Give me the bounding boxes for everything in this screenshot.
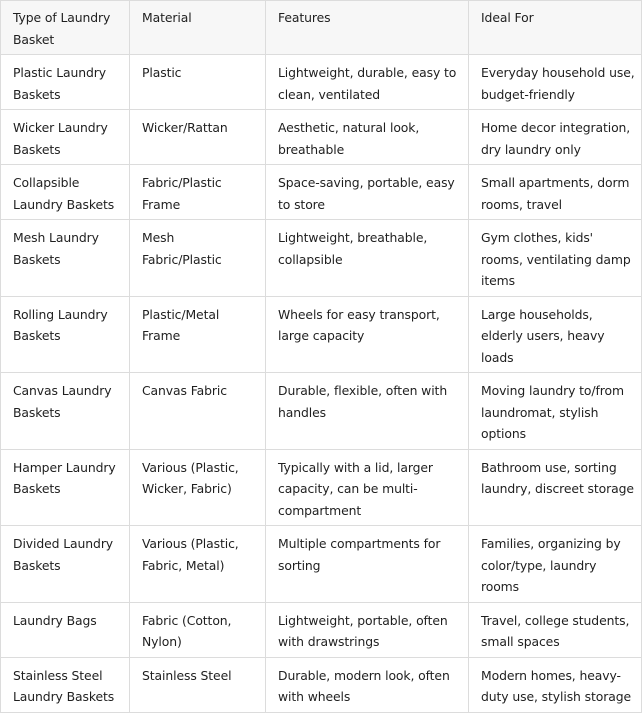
cell-material: Plastic/Metal Frame [130, 296, 266, 373]
table-row [1, 110, 642, 165]
cell-type: Rolling Laundry Baskets [1, 296, 130, 373]
cell-type: Wicker Laundry Baskets [1, 110, 130, 165]
cell-features: Lightweight, breathable, collapsible [266, 220, 469, 297]
header-ideal-for: Ideal For [469, 1, 642, 55]
cell-material: Mesh Fabric/Plastic [130, 220, 266, 297]
cell-ideal-for: Bathroom use, sorting laundry, discreet storage [469, 449, 642, 526]
cell-material: Various (Plastic, Fabric, Metal) [130, 526, 266, 603]
cell-material: Various (Plastic, Wicker, Fabric) [130, 449, 266, 526]
table-row [1, 526, 642, 603]
table-row [1, 373, 642, 450]
table-row [1, 220, 642, 297]
table-row [1, 55, 642, 110]
cell-features: Lightweight, durable, easy to clean, ventilated [266, 55, 469, 110]
cell-type: Laundry Bags [1, 602, 130, 657]
cell-ideal-for: Moving laundry to/from laundromat, stylish options [469, 373, 642, 450]
cell-features: Aesthetic, natural look, breathable [266, 110, 469, 165]
cell-ideal-for: Large households, elderly users, heavy loads [469, 296, 642, 373]
cell-type: Divided Laundry Baskets [1, 526, 130, 603]
cell-material: Fabric (Cotton, Nylon) [130, 602, 266, 657]
table-row [1, 296, 642, 373]
cell-type: Canvas Laundry Baskets [1, 373, 130, 450]
table-row [1, 165, 642, 220]
cell-type: Stainless Steel Laundry Baskets [1, 657, 130, 712]
header-type: Type of Laundry Basket [1, 1, 130, 55]
cell-type: Plastic Laundry Baskets [1, 55, 130, 110]
cell-features: Multiple compartments for sorting [266, 526, 469, 603]
table-body [1, 55, 642, 713]
cell-type: Hamper Laundry Baskets [1, 449, 130, 526]
cell-ideal-for: Modern homes, heavy-duty use, stylish storage [469, 657, 642, 712]
cell-ideal-for: Everyday household use, budget-friendly [469, 55, 642, 110]
cell-ideal-for: Gym clothes, kids' rooms, ventilating damp items [469, 220, 642, 297]
header-material: Material [130, 1, 266, 55]
cell-type: Collapsible Laundry Baskets [1, 165, 130, 220]
cell-ideal-for: Home decor integration, dry laundry only [469, 110, 642, 165]
cell-material: Fabric/Plastic Frame [130, 165, 266, 220]
cell-material: Wicker/Rattan [130, 110, 266, 165]
cell-type: Mesh Laundry Baskets [1, 220, 130, 297]
cell-features: Durable, flexible, often with handles [266, 373, 469, 450]
table-row [1, 449, 642, 526]
cell-ideal-for: Small apartments, dorm rooms, travel [469, 165, 642, 220]
cell-features: Lightweight, portable, often with drawstrings [266, 602, 469, 657]
cell-features: Typically with a lid, larger capacity, can be multi-compartment [266, 449, 469, 526]
cell-features: Wheels for easy transport, large capacity [266, 296, 469, 373]
cell-ideal-for: Travel, college students, small spaces [469, 602, 642, 657]
cell-features: Durable, modern look, often with wheels [266, 657, 469, 712]
table-header [1, 1, 642, 55]
cell-features: Space-saving, portable, easy to store [266, 165, 469, 220]
table-row [1, 657, 642, 712]
header-row [1, 1, 642, 55]
cell-material: Plastic [130, 55, 266, 110]
cell-ideal-for: Families, organizing by color/type, laundry rooms [469, 526, 642, 603]
header-features: Features [266, 1, 469, 55]
cell-material: Canvas Fabric [130, 373, 266, 450]
table-row [1, 602, 642, 657]
cell-material: Stainless Steel [130, 657, 266, 712]
